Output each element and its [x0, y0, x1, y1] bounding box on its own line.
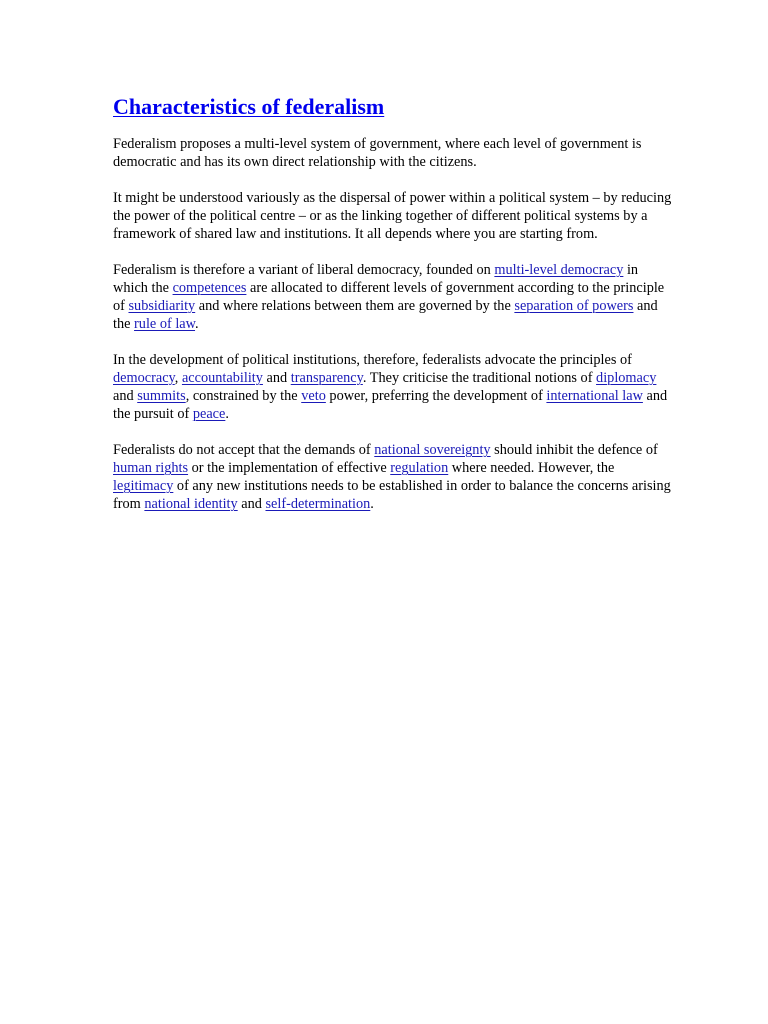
link-national-identity[interactable]: national identity: [144, 496, 238, 512]
text-span: and the: [113, 298, 658, 332]
link-rule-of-law[interactable]: rule of law: [134, 316, 196, 332]
text-span: .: [225, 406, 229, 422]
link-multi-level-democracy[interactable]: multi-level democracy: [494, 262, 624, 278]
text-span: It might be understood variously as the dispersal of power within a political system – by reducing the power of the political centre – or as the linking together of different political systems by a framework of shared law and institutions. It all depends where you are starting from.: [113, 190, 672, 242]
text-span: or the implementation of effective: [188, 460, 391, 476]
text-span: . They criticise the traditional notions of: [362, 370, 597, 386]
text-span: Federalism is therefore a variant of liberal democracy, founded on: [113, 262, 495, 278]
link-competences[interactable]: competences: [172, 280, 247, 296]
text-span: in which the: [113, 262, 639, 296]
text-span: and: [237, 496, 266, 512]
link-democracy[interactable]: democracy: [113, 370, 175, 386]
text-span: and the pursuit of: [113, 388, 668, 422]
link-legitimacy[interactable]: legitimacy: [113, 478, 174, 494]
link-human-rights[interactable]: human rights: [113, 460, 189, 476]
text-span: should inhibit the defence of: [490, 442, 658, 458]
link-summits[interactable]: summits: [137, 388, 186, 404]
paragraph-institutions: [113, 351, 673, 423]
text-span: , constrained by the: [185, 388, 302, 404]
text-span: power, preferring the development of: [325, 388, 547, 404]
text-span: and where relations between them are governed by the: [195, 298, 515, 314]
link-subsidiarity[interactable]: subsidiarity: [128, 298, 196, 314]
link-peace[interactable]: peace: [192, 406, 226, 422]
paragraph-sovereignty: [113, 441, 673, 513]
link-accountability[interactable]: accountability: [181, 370, 263, 386]
link-international-law[interactable]: international law: [546, 388, 643, 404]
link-regulation[interactable]: regulation: [390, 460, 449, 476]
text-span: where needed. However, the: [448, 460, 615, 476]
link-self-determination[interactable]: self-determination: [265, 496, 371, 512]
paragraph-dispersal: [113, 189, 673, 243]
text-span: In the development of political institutions, therefore, federalists advocate the principles of: [113, 352, 632, 368]
text-span: are allocated to different levels of government according to the principle of: [113, 280, 665, 314]
link-separation-of-powers[interactable]: separation of powers: [514, 298, 634, 314]
paragraph-liberal-democracy: [113, 261, 673, 333]
link-diplomacy[interactable]: diplomacy: [596, 370, 657, 386]
text-span: Federalism proposes a multi-level system of government, where each level of government is democratic and has its own direct relationship with the citizens.: [113, 136, 642, 170]
link-transparency[interactable]: transparency: [290, 370, 363, 386]
text-span: Federalists do not accept that the demands of: [113, 442, 375, 458]
text-span: ,: [174, 370, 182, 386]
text-span: .: [195, 316, 199, 332]
text-span: and: [113, 388, 138, 404]
text-span: and: [262, 370, 291, 386]
link-national-sovereignty[interactable]: national sovereignty: [374, 442, 491, 458]
paragraph-intro: [113, 135, 673, 171]
text-span: of any new institutions needs to be established in order to balance the concerns arising from: [113, 478, 671, 512]
link-veto[interactable]: veto: [301, 388, 326, 404]
text-span: .: [370, 496, 374, 512]
title-link[interactable]: Characteristics of federalism: [113, 94, 385, 119]
page-title: [113, 93, 668, 121]
